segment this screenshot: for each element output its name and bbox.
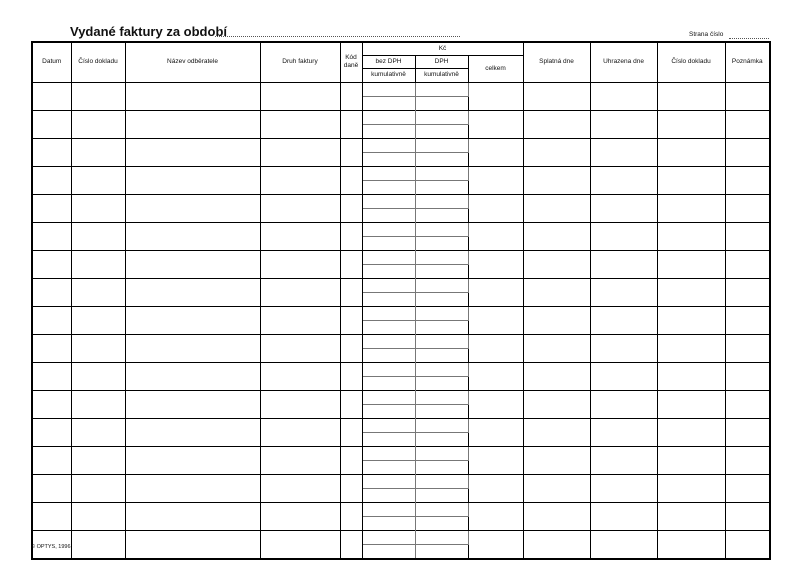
ledger-cumulative-cell[interactable] bbox=[362, 180, 415, 194]
ledger-cell[interactable] bbox=[32, 194, 71, 222]
ledger-cell[interactable] bbox=[362, 334, 415, 348]
ledger-cell[interactable] bbox=[340, 222, 362, 250]
ledger-cell[interactable] bbox=[125, 166, 260, 194]
ledger-cell[interactable] bbox=[725, 222, 770, 250]
ledger-cell[interactable] bbox=[260, 334, 340, 362]
ledger-cell[interactable] bbox=[362, 446, 415, 460]
ledger-cell[interactable] bbox=[657, 194, 725, 222]
ledger-cell[interactable] bbox=[468, 110, 523, 138]
ledger-cumulative-cell[interactable] bbox=[415, 544, 468, 559]
header-cumulative-vat: kumulativně bbox=[415, 68, 468, 82]
ledger-cell[interactable] bbox=[260, 250, 340, 278]
ledger-cell[interactable] bbox=[340, 278, 362, 306]
ledger-cell[interactable] bbox=[340, 110, 362, 138]
header-kc-group: Kč bbox=[362, 42, 523, 55]
ledger-cell[interactable] bbox=[590, 306, 657, 334]
ledger-cell[interactable] bbox=[725, 250, 770, 278]
header-customer-name: Název odběratele bbox=[125, 42, 260, 82]
ledger-cell[interactable] bbox=[657, 306, 725, 334]
table-row bbox=[32, 306, 770, 320]
ledger-cell[interactable] bbox=[362, 474, 415, 488]
ledger-cumulative-cell[interactable] bbox=[415, 404, 468, 418]
ledger-cell[interactable] bbox=[362, 110, 415, 124]
ledger-cell[interactable] bbox=[415, 362, 468, 376]
ledger-cell[interactable] bbox=[260, 474, 340, 502]
ledger-cell[interactable] bbox=[415, 278, 468, 292]
ledger-cell[interactable] bbox=[657, 390, 725, 418]
ledger-cumulative-cell[interactable] bbox=[415, 460, 468, 474]
ledger-cumulative-cell[interactable] bbox=[415, 208, 468, 222]
ledger-cell[interactable] bbox=[362, 278, 415, 292]
header-date: Datum bbox=[32, 42, 71, 82]
ledger-cumulative-cell[interactable] bbox=[362, 96, 415, 110]
ledger-cumulative-cell[interactable] bbox=[415, 516, 468, 530]
ledger-cell[interactable] bbox=[415, 474, 468, 488]
ledger-cell[interactable] bbox=[362, 166, 415, 180]
ledger-cell[interactable] bbox=[32, 166, 71, 194]
ledger-cell[interactable] bbox=[415, 502, 468, 516]
ledger-cell[interactable] bbox=[71, 418, 125, 446]
ledger-cell[interactable] bbox=[260, 278, 340, 306]
ledger-cumulative-cell[interactable] bbox=[415, 152, 468, 166]
ledger-cell[interactable] bbox=[362, 194, 415, 208]
ledger-cumulative-cell[interactable] bbox=[362, 236, 415, 250]
ledger-cell[interactable] bbox=[468, 530, 523, 559]
table-row bbox=[32, 250, 770, 264]
ledger-cumulative-cell[interactable] bbox=[362, 320, 415, 334]
ledger-cumulative-cell[interactable] bbox=[415, 376, 468, 390]
ledger-cell[interactable] bbox=[725, 278, 770, 306]
table-row bbox=[32, 446, 770, 460]
ledger-cell[interactable] bbox=[725, 390, 770, 418]
ledger-cell[interactable] bbox=[590, 138, 657, 166]
ledger-cell[interactable] bbox=[468, 334, 523, 362]
header-cumulative-without-vat: kumulativně bbox=[362, 68, 415, 82]
table-row bbox=[32, 334, 770, 348]
ledger-cell[interactable] bbox=[415, 530, 468, 544]
ledger-cell[interactable] bbox=[362, 362, 415, 376]
ledger-cell[interactable] bbox=[340, 334, 362, 362]
table-row bbox=[32, 390, 770, 404]
ledger-cell[interactable] bbox=[125, 530, 260, 559]
ledger-cell[interactable] bbox=[260, 390, 340, 418]
header-tax-code: Kód daně bbox=[340, 42, 362, 82]
ledger-cell[interactable] bbox=[590, 362, 657, 390]
header-note: Poznámka bbox=[725, 42, 770, 82]
ledger-cumulative-cell[interactable] bbox=[415, 96, 468, 110]
table-row bbox=[32, 222, 770, 236]
ledger-cell[interactable] bbox=[468, 418, 523, 446]
ledger-cumulative-cell[interactable] bbox=[362, 488, 415, 502]
ledger-cell[interactable] bbox=[71, 334, 125, 362]
ledger-cumulative-cell[interactable] bbox=[362, 124, 415, 138]
ledger-cell[interactable] bbox=[362, 390, 415, 404]
ledger-cell[interactable] bbox=[340, 82, 362, 110]
header-doc-number-2: Číslo dokladu bbox=[657, 42, 725, 82]
ledger-cumulative-cell[interactable] bbox=[415, 236, 468, 250]
header-invoice-type: Druh faktury bbox=[260, 42, 340, 82]
ledger-cumulative-cell[interactable] bbox=[362, 264, 415, 278]
ledger-cell[interactable] bbox=[725, 502, 770, 530]
page-number-label: Strana číslo bbox=[689, 31, 724, 38]
ledger-cell[interactable] bbox=[71, 110, 125, 138]
ledger-cell[interactable] bbox=[415, 334, 468, 348]
ledger-cell[interactable] bbox=[340, 306, 362, 334]
ledger-cell[interactable] bbox=[590, 390, 657, 418]
ledger-cell[interactable] bbox=[523, 306, 590, 334]
ledger-cumulative-cell[interactable] bbox=[362, 208, 415, 222]
ledger-cell[interactable] bbox=[590, 110, 657, 138]
ledger-cell[interactable] bbox=[590, 530, 657, 559]
table-row bbox=[32, 502, 770, 516]
ledger-cumulative-cell[interactable] bbox=[362, 348, 415, 362]
ledger-cell[interactable] bbox=[32, 446, 71, 474]
header-doc-number: Číslo dokladu bbox=[71, 42, 125, 82]
ledger-cell[interactable] bbox=[260, 306, 340, 334]
ledger-cell[interactable] bbox=[340, 138, 362, 166]
ledger-cell[interactable] bbox=[32, 502, 71, 530]
ledger-cell[interactable] bbox=[71, 138, 125, 166]
ledger-cell[interactable] bbox=[71, 474, 125, 502]
ledger-cell[interactable] bbox=[523, 390, 590, 418]
table-row bbox=[32, 82, 770, 96]
ledger-cell[interactable] bbox=[590, 222, 657, 250]
ledger-cumulative-cell[interactable] bbox=[362, 460, 415, 474]
ledger-cell[interactable] bbox=[523, 362, 590, 390]
table-row bbox=[32, 110, 770, 124]
ledger-cumulative-cell[interactable] bbox=[415, 124, 468, 138]
ledger-cell[interactable] bbox=[340, 362, 362, 390]
ledger-cell[interactable] bbox=[523, 110, 590, 138]
ledger-cell[interactable] bbox=[125, 474, 260, 502]
ledger-cell[interactable] bbox=[523, 194, 590, 222]
ledger-cell[interactable] bbox=[71, 390, 125, 418]
ledger-cell[interactable] bbox=[415, 418, 468, 432]
ledger-cell[interactable] bbox=[657, 474, 725, 502]
header-without-vat: bez DPH bbox=[362, 55, 415, 68]
ledger-cell[interactable] bbox=[523, 222, 590, 250]
ledger-cell[interactable] bbox=[657, 222, 725, 250]
ledger-cell[interactable] bbox=[468, 82, 523, 110]
ledger-cell[interactable] bbox=[415, 110, 468, 124]
ledger-cell[interactable] bbox=[725, 110, 770, 138]
ledger-cell[interactable] bbox=[468, 222, 523, 250]
ledger-cell[interactable] bbox=[71, 446, 125, 474]
ledger-cell[interactable] bbox=[523, 334, 590, 362]
ledger-cumulative-cell[interactable] bbox=[362, 544, 415, 559]
ledger-cell[interactable] bbox=[260, 166, 340, 194]
ledger-cell[interactable] bbox=[125, 362, 260, 390]
ledger-cell[interactable] bbox=[32, 110, 71, 138]
period-fill-line[interactable] bbox=[215, 36, 460, 37]
ledger-cell[interactable] bbox=[71, 222, 125, 250]
ledger-cell[interactable] bbox=[260, 110, 340, 138]
form-title: Vydané faktury za období bbox=[70, 24, 227, 39]
ledger-cell[interactable] bbox=[657, 110, 725, 138]
ledger-cell[interactable] bbox=[362, 530, 415, 544]
ledger-cell[interactable] bbox=[415, 138, 468, 152]
ledger-cell[interactable] bbox=[71, 82, 125, 110]
page-number-fill-line[interactable] bbox=[729, 38, 769, 39]
table-row bbox=[32, 530, 770, 544]
ledger-cell[interactable] bbox=[725, 362, 770, 390]
ledger-cell[interactable] bbox=[340, 250, 362, 278]
table-row bbox=[32, 474, 770, 488]
table-row bbox=[32, 194, 770, 208]
ledger-cell[interactable] bbox=[362, 82, 415, 96]
ledger-cell[interactable] bbox=[590, 502, 657, 530]
ledger-cell[interactable] bbox=[125, 138, 260, 166]
ledger-cell[interactable] bbox=[468, 250, 523, 278]
ledger-cell[interactable] bbox=[468, 390, 523, 418]
ledger-cell[interactable] bbox=[32, 138, 71, 166]
ledger-cell[interactable] bbox=[340, 390, 362, 418]
ledger-cell[interactable] bbox=[125, 278, 260, 306]
ledger-cell[interactable] bbox=[590, 82, 657, 110]
ledger-cell[interactable] bbox=[260, 502, 340, 530]
invoice-ledger-table bbox=[31, 41, 771, 560]
ledger-cell[interactable] bbox=[725, 474, 770, 502]
ledger-cell[interactable] bbox=[71, 250, 125, 278]
ledger-cell[interactable] bbox=[590, 166, 657, 194]
ledger-cell[interactable] bbox=[32, 334, 71, 362]
ledger-cell[interactable] bbox=[657, 166, 725, 194]
ledger-cell[interactable] bbox=[125, 194, 260, 222]
header-total: celkem bbox=[468, 55, 523, 82]
ledger-cell[interactable] bbox=[260, 362, 340, 390]
ledger-cell[interactable] bbox=[468, 474, 523, 502]
ledger-cell[interactable] bbox=[415, 166, 468, 180]
ledger-cell[interactable] bbox=[523, 278, 590, 306]
ledger-cell[interactable] bbox=[340, 502, 362, 530]
ledger-cell[interactable] bbox=[32, 222, 71, 250]
ledger-cumulative-cell[interactable] bbox=[362, 152, 415, 166]
ledger-cell[interactable] bbox=[415, 222, 468, 236]
ledger-cell[interactable] bbox=[468, 278, 523, 306]
ledger-cell[interactable] bbox=[523, 474, 590, 502]
ledger-cell[interactable] bbox=[523, 82, 590, 110]
ledger-cell[interactable] bbox=[590, 250, 657, 278]
ledger-cumulative-cell[interactable] bbox=[362, 376, 415, 390]
ledger-cell[interactable] bbox=[725, 334, 770, 362]
table-row bbox=[32, 278, 770, 292]
ledger-cell[interactable] bbox=[260, 222, 340, 250]
ledger-cell[interactable] bbox=[415, 390, 468, 404]
ledger-cumulative-cell[interactable] bbox=[362, 404, 415, 418]
ledger-cell[interactable] bbox=[657, 446, 725, 474]
ledger-cell[interactable] bbox=[523, 250, 590, 278]
ledger-cell[interactable] bbox=[590, 418, 657, 446]
copyright-notice: © OPTYS, 1996 bbox=[31, 544, 71, 550]
ledger-cell[interactable] bbox=[32, 390, 71, 418]
ledger-cell[interactable] bbox=[523, 138, 590, 166]
ledger-cell[interactable] bbox=[590, 474, 657, 502]
ledger-cell[interactable] bbox=[657, 82, 725, 110]
ledger-cell[interactable] bbox=[657, 530, 725, 559]
ledger-cell[interactable] bbox=[725, 418, 770, 446]
ledger-cell[interactable] bbox=[32, 418, 71, 446]
ledger-cell[interactable] bbox=[725, 194, 770, 222]
ledger-cumulative-cell[interactable] bbox=[362, 292, 415, 306]
ledger-cumulative-cell[interactable] bbox=[415, 348, 468, 362]
ledger-cell[interactable] bbox=[725, 138, 770, 166]
ledger-cell[interactable] bbox=[125, 390, 260, 418]
ledger-cell[interactable] bbox=[657, 250, 725, 278]
ledger-cell[interactable] bbox=[523, 502, 590, 530]
ledger-cell[interactable] bbox=[340, 446, 362, 474]
ledger-cell[interactable] bbox=[260, 82, 340, 110]
ledger-cell[interactable] bbox=[590, 334, 657, 362]
ledger-cell[interactable] bbox=[468, 166, 523, 194]
ledger-cell[interactable] bbox=[340, 474, 362, 502]
ledger-cell[interactable] bbox=[362, 138, 415, 152]
ledger-cumulative-cell[interactable] bbox=[415, 488, 468, 502]
ledger-cell[interactable] bbox=[590, 446, 657, 474]
ledger-cell[interactable] bbox=[523, 530, 590, 559]
table-row bbox=[32, 166, 770, 180]
ledger-cell[interactable] bbox=[32, 278, 71, 306]
ledger-cell[interactable] bbox=[415, 82, 468, 96]
ledger-cell[interactable] bbox=[71, 194, 125, 222]
ledger-cell[interactable] bbox=[362, 250, 415, 264]
ledger-cell[interactable] bbox=[32, 474, 71, 502]
ledger-cell[interactable] bbox=[523, 418, 590, 446]
ledger-cumulative-cell[interactable] bbox=[362, 432, 415, 446]
ledger-cumulative-cell[interactable] bbox=[415, 320, 468, 334]
ledger-cell[interactable] bbox=[125, 82, 260, 110]
table-row bbox=[32, 362, 770, 376]
ledger-cell[interactable] bbox=[468, 138, 523, 166]
ledger-cell[interactable] bbox=[125, 418, 260, 446]
ledger-cell[interactable] bbox=[362, 306, 415, 320]
ledger-cell[interactable] bbox=[32, 250, 71, 278]
header-due-date: Splatná dne bbox=[523, 42, 590, 82]
ledger-cell[interactable] bbox=[125, 306, 260, 334]
ledger-cell[interactable] bbox=[725, 530, 770, 559]
ledger-cumulative-cell[interactable] bbox=[362, 516, 415, 530]
ledger-cell[interactable] bbox=[71, 530, 125, 559]
table-row bbox=[32, 418, 770, 432]
ledger-cell[interactable] bbox=[125, 502, 260, 530]
ledger-cell[interactable] bbox=[362, 502, 415, 516]
ledger-cell[interactable] bbox=[71, 306, 125, 334]
ledger-cell[interactable] bbox=[71, 278, 125, 306]
ledger-cell[interactable] bbox=[340, 166, 362, 194]
ledger-cell[interactable] bbox=[468, 502, 523, 530]
ledger-cell[interactable] bbox=[523, 446, 590, 474]
ledger-cell[interactable] bbox=[340, 530, 362, 559]
ledger-cell[interactable] bbox=[468, 306, 523, 334]
ledger-cell[interactable] bbox=[71, 166, 125, 194]
ledger-cell[interactable] bbox=[415, 194, 468, 208]
ledger-cell[interactable] bbox=[468, 194, 523, 222]
ledger-body bbox=[32, 82, 770, 559]
ledger-cell[interactable] bbox=[657, 418, 725, 446]
ledger-cell[interactable] bbox=[590, 278, 657, 306]
ledger-cell[interactable] bbox=[125, 250, 260, 278]
header-paid-date: Uhrazena dne bbox=[590, 42, 657, 82]
ledger-cell[interactable] bbox=[125, 222, 260, 250]
ledger-cell[interactable] bbox=[32, 306, 71, 334]
ledger-cell[interactable] bbox=[590, 194, 657, 222]
ledger-cell[interactable] bbox=[725, 166, 770, 194]
ledger-cumulative-cell[interactable] bbox=[415, 292, 468, 306]
ledger-cell[interactable] bbox=[71, 502, 125, 530]
ledger-cell[interactable] bbox=[125, 110, 260, 138]
ledger-cell[interactable] bbox=[415, 306, 468, 320]
ledger-cell[interactable] bbox=[657, 334, 725, 362]
ledger-cell[interactable] bbox=[260, 418, 340, 446]
ledger-cell[interactable] bbox=[340, 418, 362, 446]
ledger-cell[interactable] bbox=[523, 166, 590, 194]
ledger-cell[interactable] bbox=[125, 334, 260, 362]
table-row bbox=[32, 138, 770, 152]
ledger-cell[interactable] bbox=[657, 502, 725, 530]
ledger-cell[interactable] bbox=[260, 194, 340, 222]
ledger-cell[interactable] bbox=[468, 446, 523, 474]
ledger-cell[interactable] bbox=[415, 446, 468, 460]
ledger-cell[interactable] bbox=[260, 446, 340, 474]
ledger-cell[interactable] bbox=[340, 194, 362, 222]
ledger-cell[interactable] bbox=[260, 530, 340, 559]
ledger-cell[interactable] bbox=[725, 446, 770, 474]
ledger-cell[interactable] bbox=[260, 138, 340, 166]
ledger-cell[interactable] bbox=[32, 362, 71, 390]
ledger-cell[interactable] bbox=[725, 306, 770, 334]
ledger-cell[interactable] bbox=[657, 278, 725, 306]
ledger-cell[interactable] bbox=[362, 222, 415, 236]
ledger-cell[interactable] bbox=[657, 362, 725, 390]
ledger-cell[interactable] bbox=[71, 362, 125, 390]
ledger-cumulative-cell[interactable] bbox=[415, 180, 468, 194]
ledger-cell[interactable] bbox=[32, 82, 71, 110]
ledger-cumulative-cell[interactable] bbox=[415, 432, 468, 446]
ledger-cell[interactable] bbox=[468, 362, 523, 390]
ledger-cell[interactable] bbox=[657, 138, 725, 166]
ledger-cell[interactable] bbox=[125, 446, 260, 474]
header-vat: DPH bbox=[415, 55, 468, 68]
ledger-cell[interactable] bbox=[415, 250, 468, 264]
ledger-cumulative-cell[interactable] bbox=[415, 264, 468, 278]
ledger-cell[interactable] bbox=[725, 82, 770, 110]
ledger-cell[interactable] bbox=[362, 418, 415, 432]
